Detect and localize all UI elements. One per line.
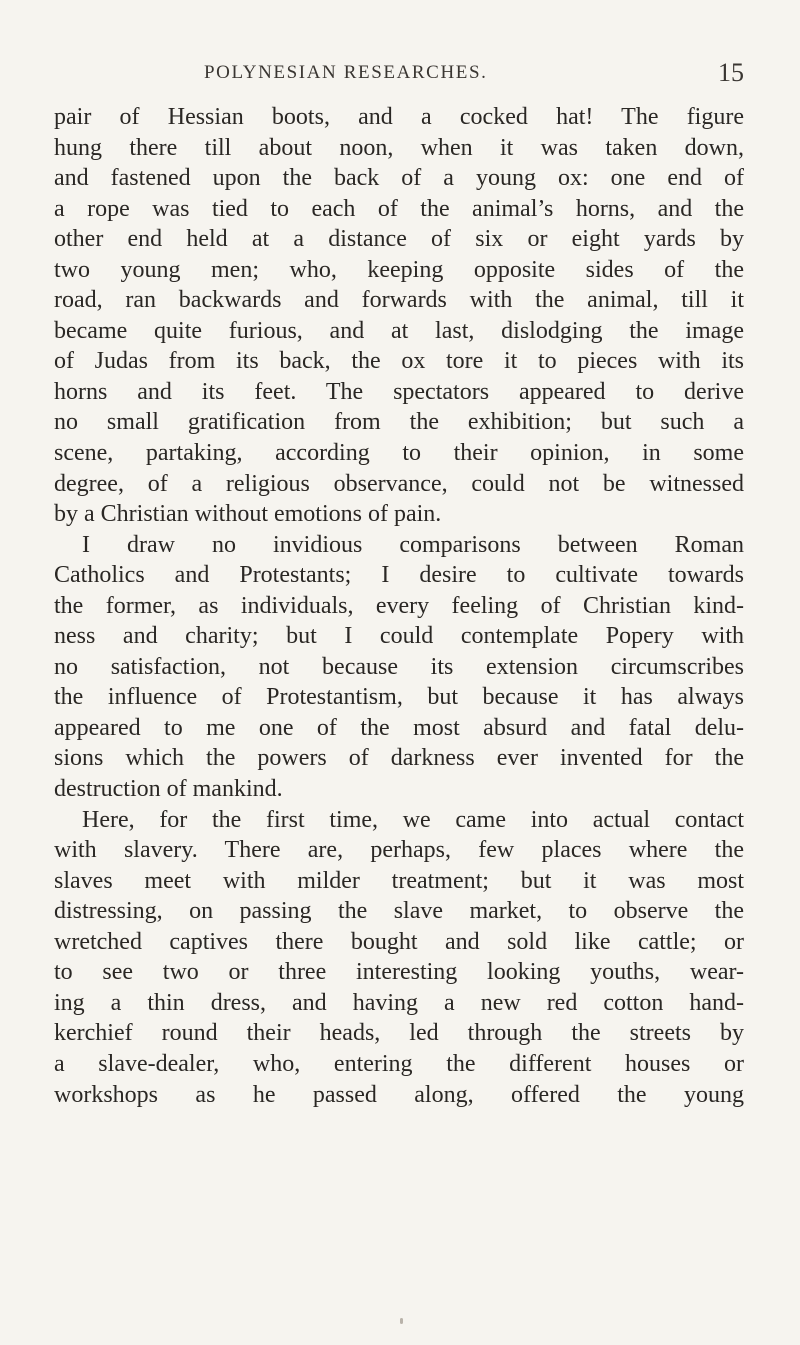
text-line: distressing, on passing the slave market, to observe the (54, 898, 744, 925)
body-text (54, 102, 744, 1110)
text-line: slaves meet with milder treatment; but it was most (54, 867, 744, 894)
text-line: no small gratification from the exhibition; but such a (54, 409, 744, 436)
text-line: and fastened upon the back of a young ox: one end of (54, 165, 744, 192)
text-line: no satisfaction, not because its extension circumscribes (54, 653, 744, 680)
text-line: hung there till about noon, when it was taken down, (54, 134, 744, 161)
text-line: a rope was tied to each of the animal’s horns, and the (54, 195, 744, 222)
text-line: ing a thin dress, and having a new red cotton hand- (54, 989, 744, 1016)
running-title: POLYNESIAN RESEARCHES. (204, 62, 488, 83)
paragraph-last-line: destruction of mankind. (54, 776, 283, 803)
text-line: appeared to me one of the most absurd and fatal delu- (54, 714, 744, 741)
text-line: the influence of Protestantism, but because it has always (54, 684, 744, 711)
paragraph-first-line: Here, for the first time, we came into actual contact (82, 806, 744, 833)
text-line: wretched captives there bought and sold like cattle; or (54, 928, 744, 955)
text-line: sions which the powers of darkness ever invented for the (54, 745, 744, 772)
paper-speck (400, 1318, 403, 1324)
text-line: the former, as individuals, every feeling of Christian kind- (54, 592, 744, 619)
text-line: kerchief round their heads, led through the streets by (54, 1020, 744, 1047)
text-line: with slavery. There are, perhaps, few places where the (54, 837, 744, 864)
paragraph-first-line: I draw no invidious comparisons between Roman (82, 531, 744, 558)
text-line: degree, of a religious observance, could not be witnessed (54, 470, 744, 497)
text-line: Catholics and Protestants; I desire to cultivate towards (54, 562, 744, 589)
page-number: 15 (718, 58, 744, 87)
text-line: ness and charity; but I could contemplate Popery with (54, 623, 744, 650)
text-line: of Judas from its back, the ox tore it to pieces with its (54, 348, 744, 375)
text-line: to see two or three interesting looking youths, wear- (54, 959, 744, 986)
text-line: pair of Hessian boots, and a cocked hat! The figure (54, 104, 744, 130)
text-line: other end held at a distance of six or eight yards by (54, 226, 744, 253)
paragraph-last-line: by a Christian without emotions of pain. (54, 501, 442, 528)
text-line: a slave-dealer, who, entering the different houses or (54, 1050, 744, 1077)
text-line: became quite furious, and at last, dislodging the image (54, 317, 744, 344)
text-line: workshops as he passed along, offered the young (54, 1081, 744, 1108)
text-line: scene, partaking, according to their opinion, in some (54, 440, 744, 467)
text-line: horns and its feet. The spectators appeared to derive (54, 378, 744, 405)
text-line: road, ran backwards and forwards with the animal, till it (54, 287, 744, 314)
page-header (54, 58, 744, 94)
text-line: two young men; who, keeping opposite sides of the (54, 256, 744, 283)
